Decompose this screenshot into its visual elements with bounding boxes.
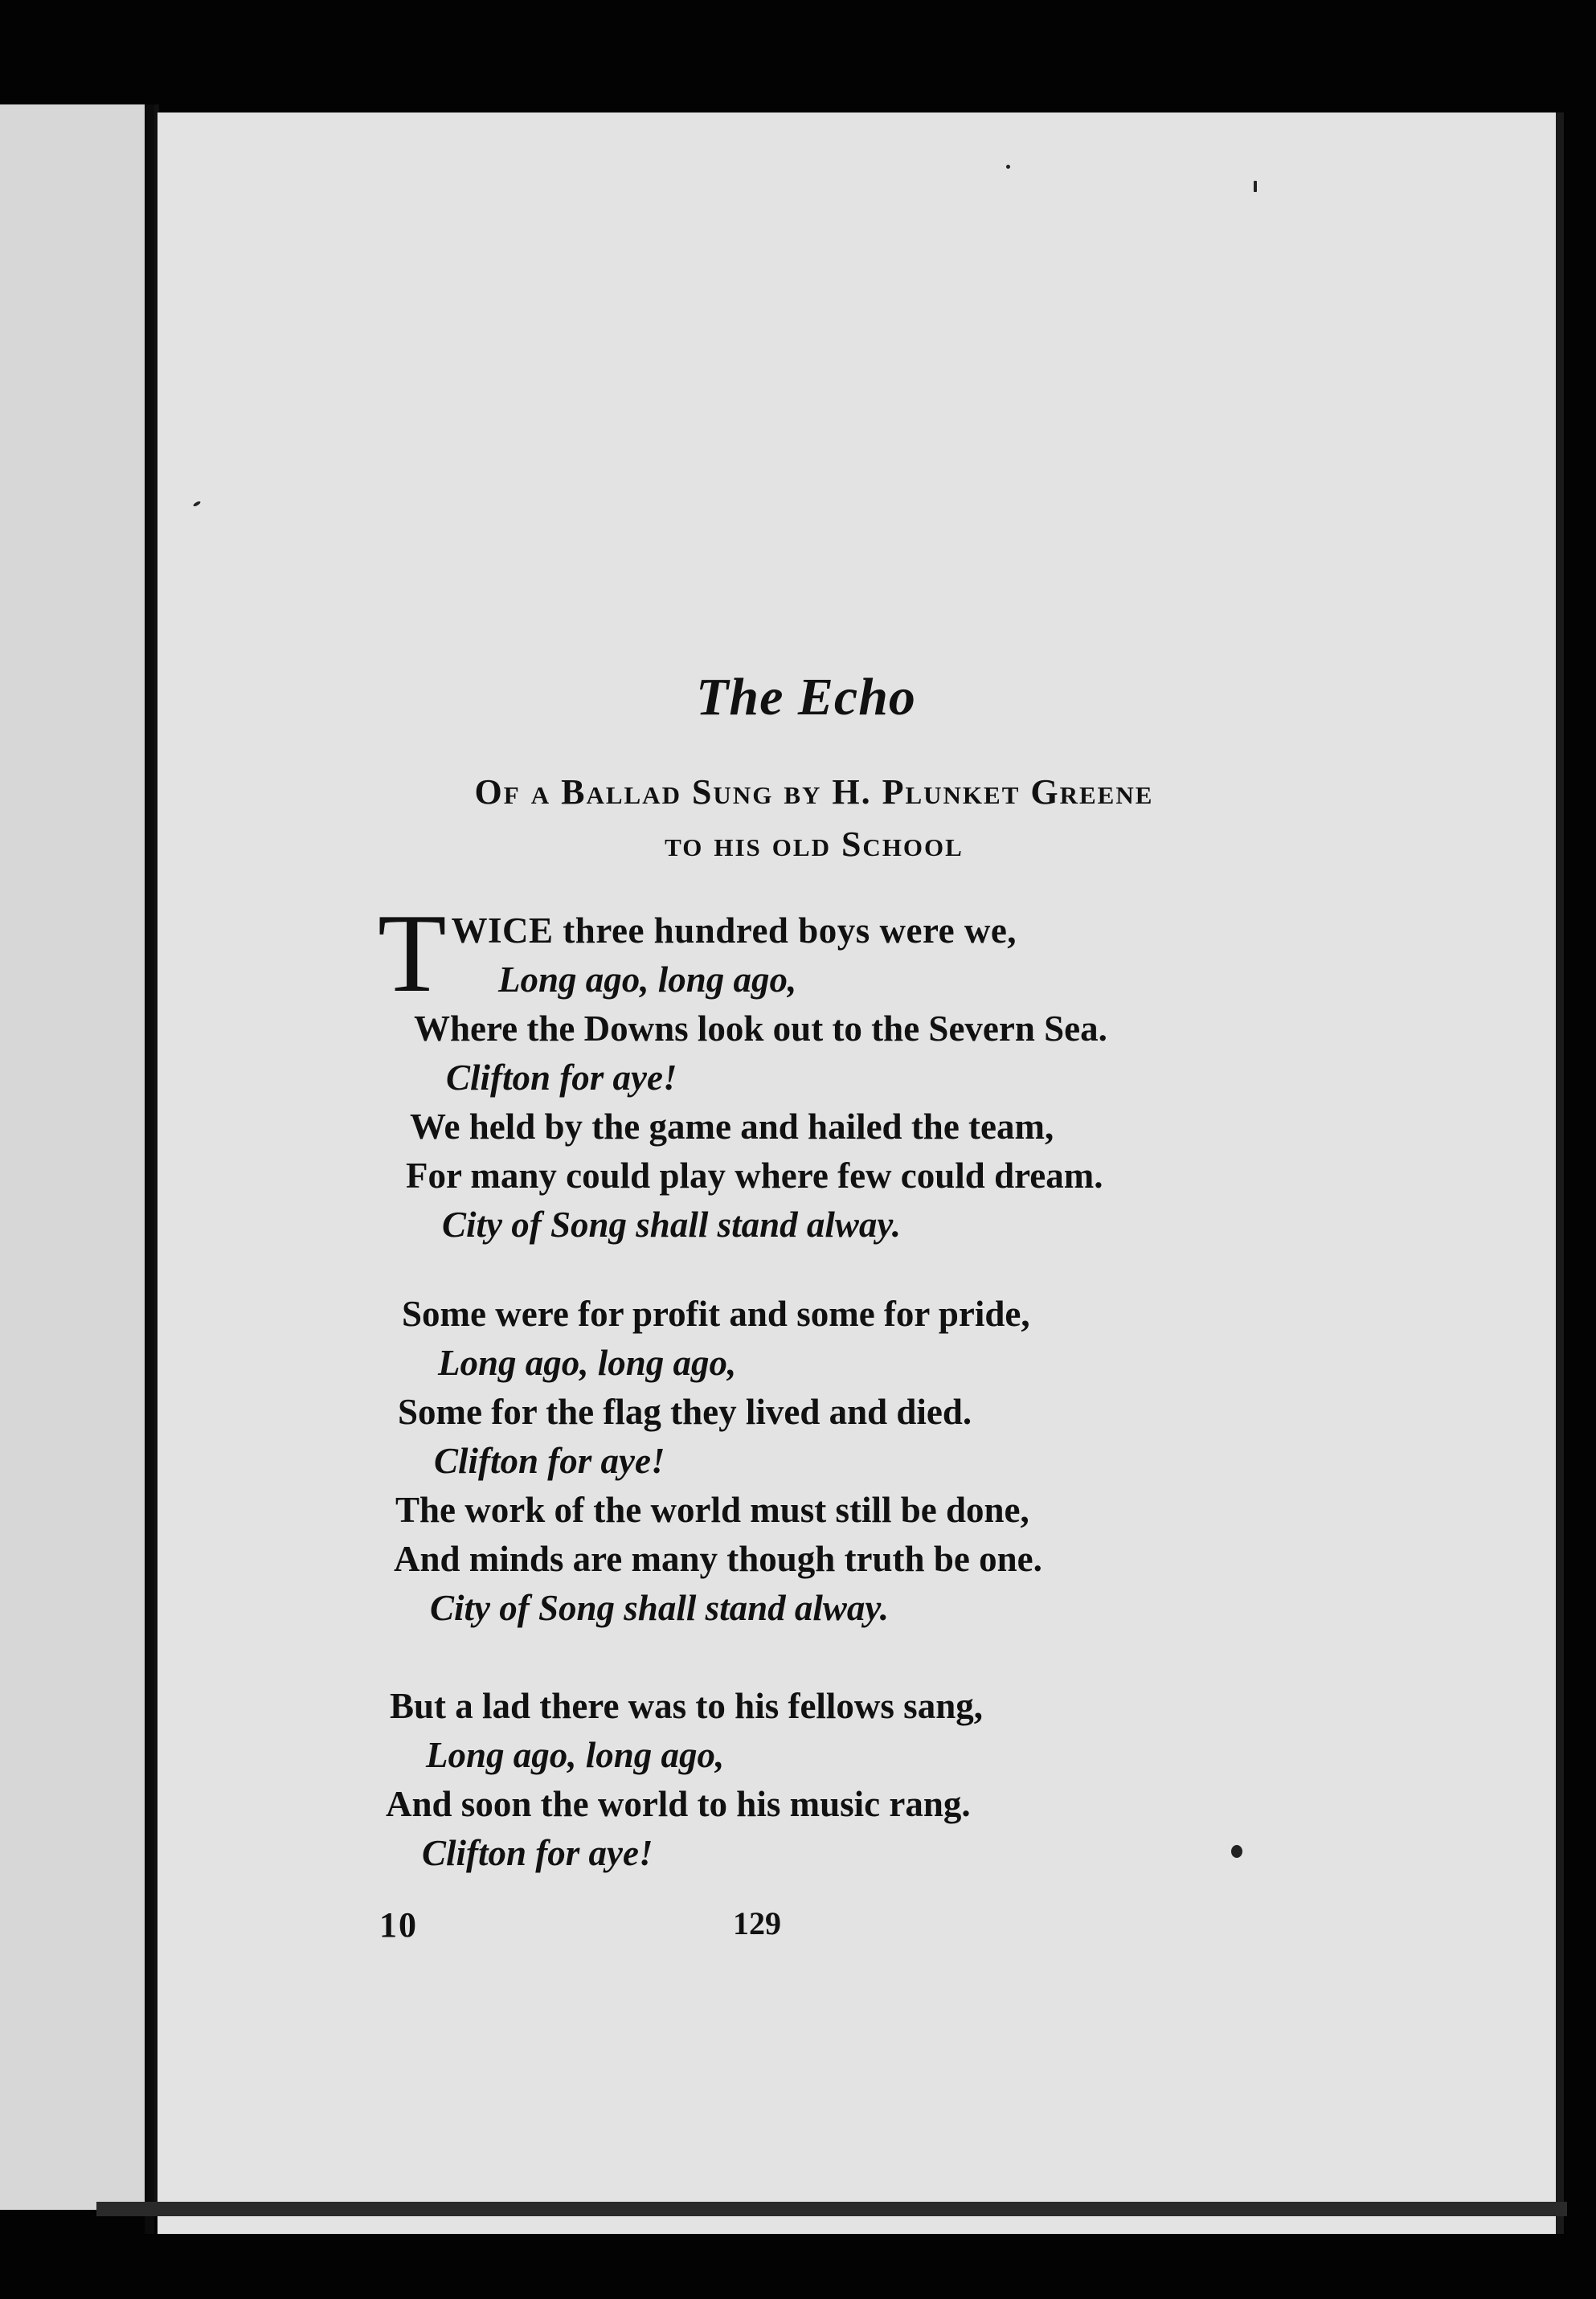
verse-line: T WICE three hundred boys were we,	[378, 891, 1017, 1016]
scan-speck	[1254, 181, 1257, 192]
verse-line: Where the Downs look out to the Severn Sea.	[414, 1008, 1107, 1049]
verse-line: And minds are many though truth be one.	[394, 1539, 1042, 1579]
verse-line: And soon the world to his music rang.	[386, 1784, 971, 1824]
verse-line: But a lad there was to his fellows sang,	[390, 1686, 983, 1726]
stanza-2	[378, 1290, 1342, 1633]
verse-line: Some for the flag they lived and died.	[398, 1392, 972, 1432]
stanza-3	[378, 1682, 1342, 1878]
stanza-1	[378, 891, 1342, 1250]
refrain-line: City of Song shall stand alway.	[430, 1588, 889, 1628]
verse-line: For many could play where few could dream.	[406, 1156, 1103, 1196]
refrain-line: Clifton for aye!	[434, 1441, 665, 1481]
facing-page-edge	[0, 104, 159, 2210]
page-bottom-edge	[96, 2202, 1567, 2216]
refrain-line: Long ago, long ago,	[498, 959, 797, 1000]
drop-cap: T	[378, 891, 447, 1016]
page-number: 129	[733, 1905, 781, 1941]
poem-title: The Echo	[696, 668, 916, 726]
signature-mark: 10	[379, 1905, 418, 1945]
refrain-line: Clifton for aye!	[422, 1833, 653, 1873]
verse-line: The work of the world must still be done,	[395, 1490, 1029, 1530]
verse-line: Some were for profit and some for pride,	[402, 1294, 1030, 1334]
book-gutter	[145, 104, 154, 2234]
poem-subtitle: Of a Ballad Sung by H. Plunket Greene	[474, 772, 1154, 812]
poem-subtitle-continued: to his old School	[665, 824, 964, 864]
refrain-line: City of Song shall stand alway.	[442, 1205, 901, 1245]
refrain-line: Clifton for aye!	[446, 1057, 677, 1098]
refrain-line: Long ago, long ago,	[426, 1735, 725, 1775]
verse-line: We held by the game and hailed the team,	[410, 1107, 1054, 1147]
scan-speck	[1006, 165, 1010, 169]
refrain-line: Long ago, long ago,	[438, 1343, 737, 1383]
